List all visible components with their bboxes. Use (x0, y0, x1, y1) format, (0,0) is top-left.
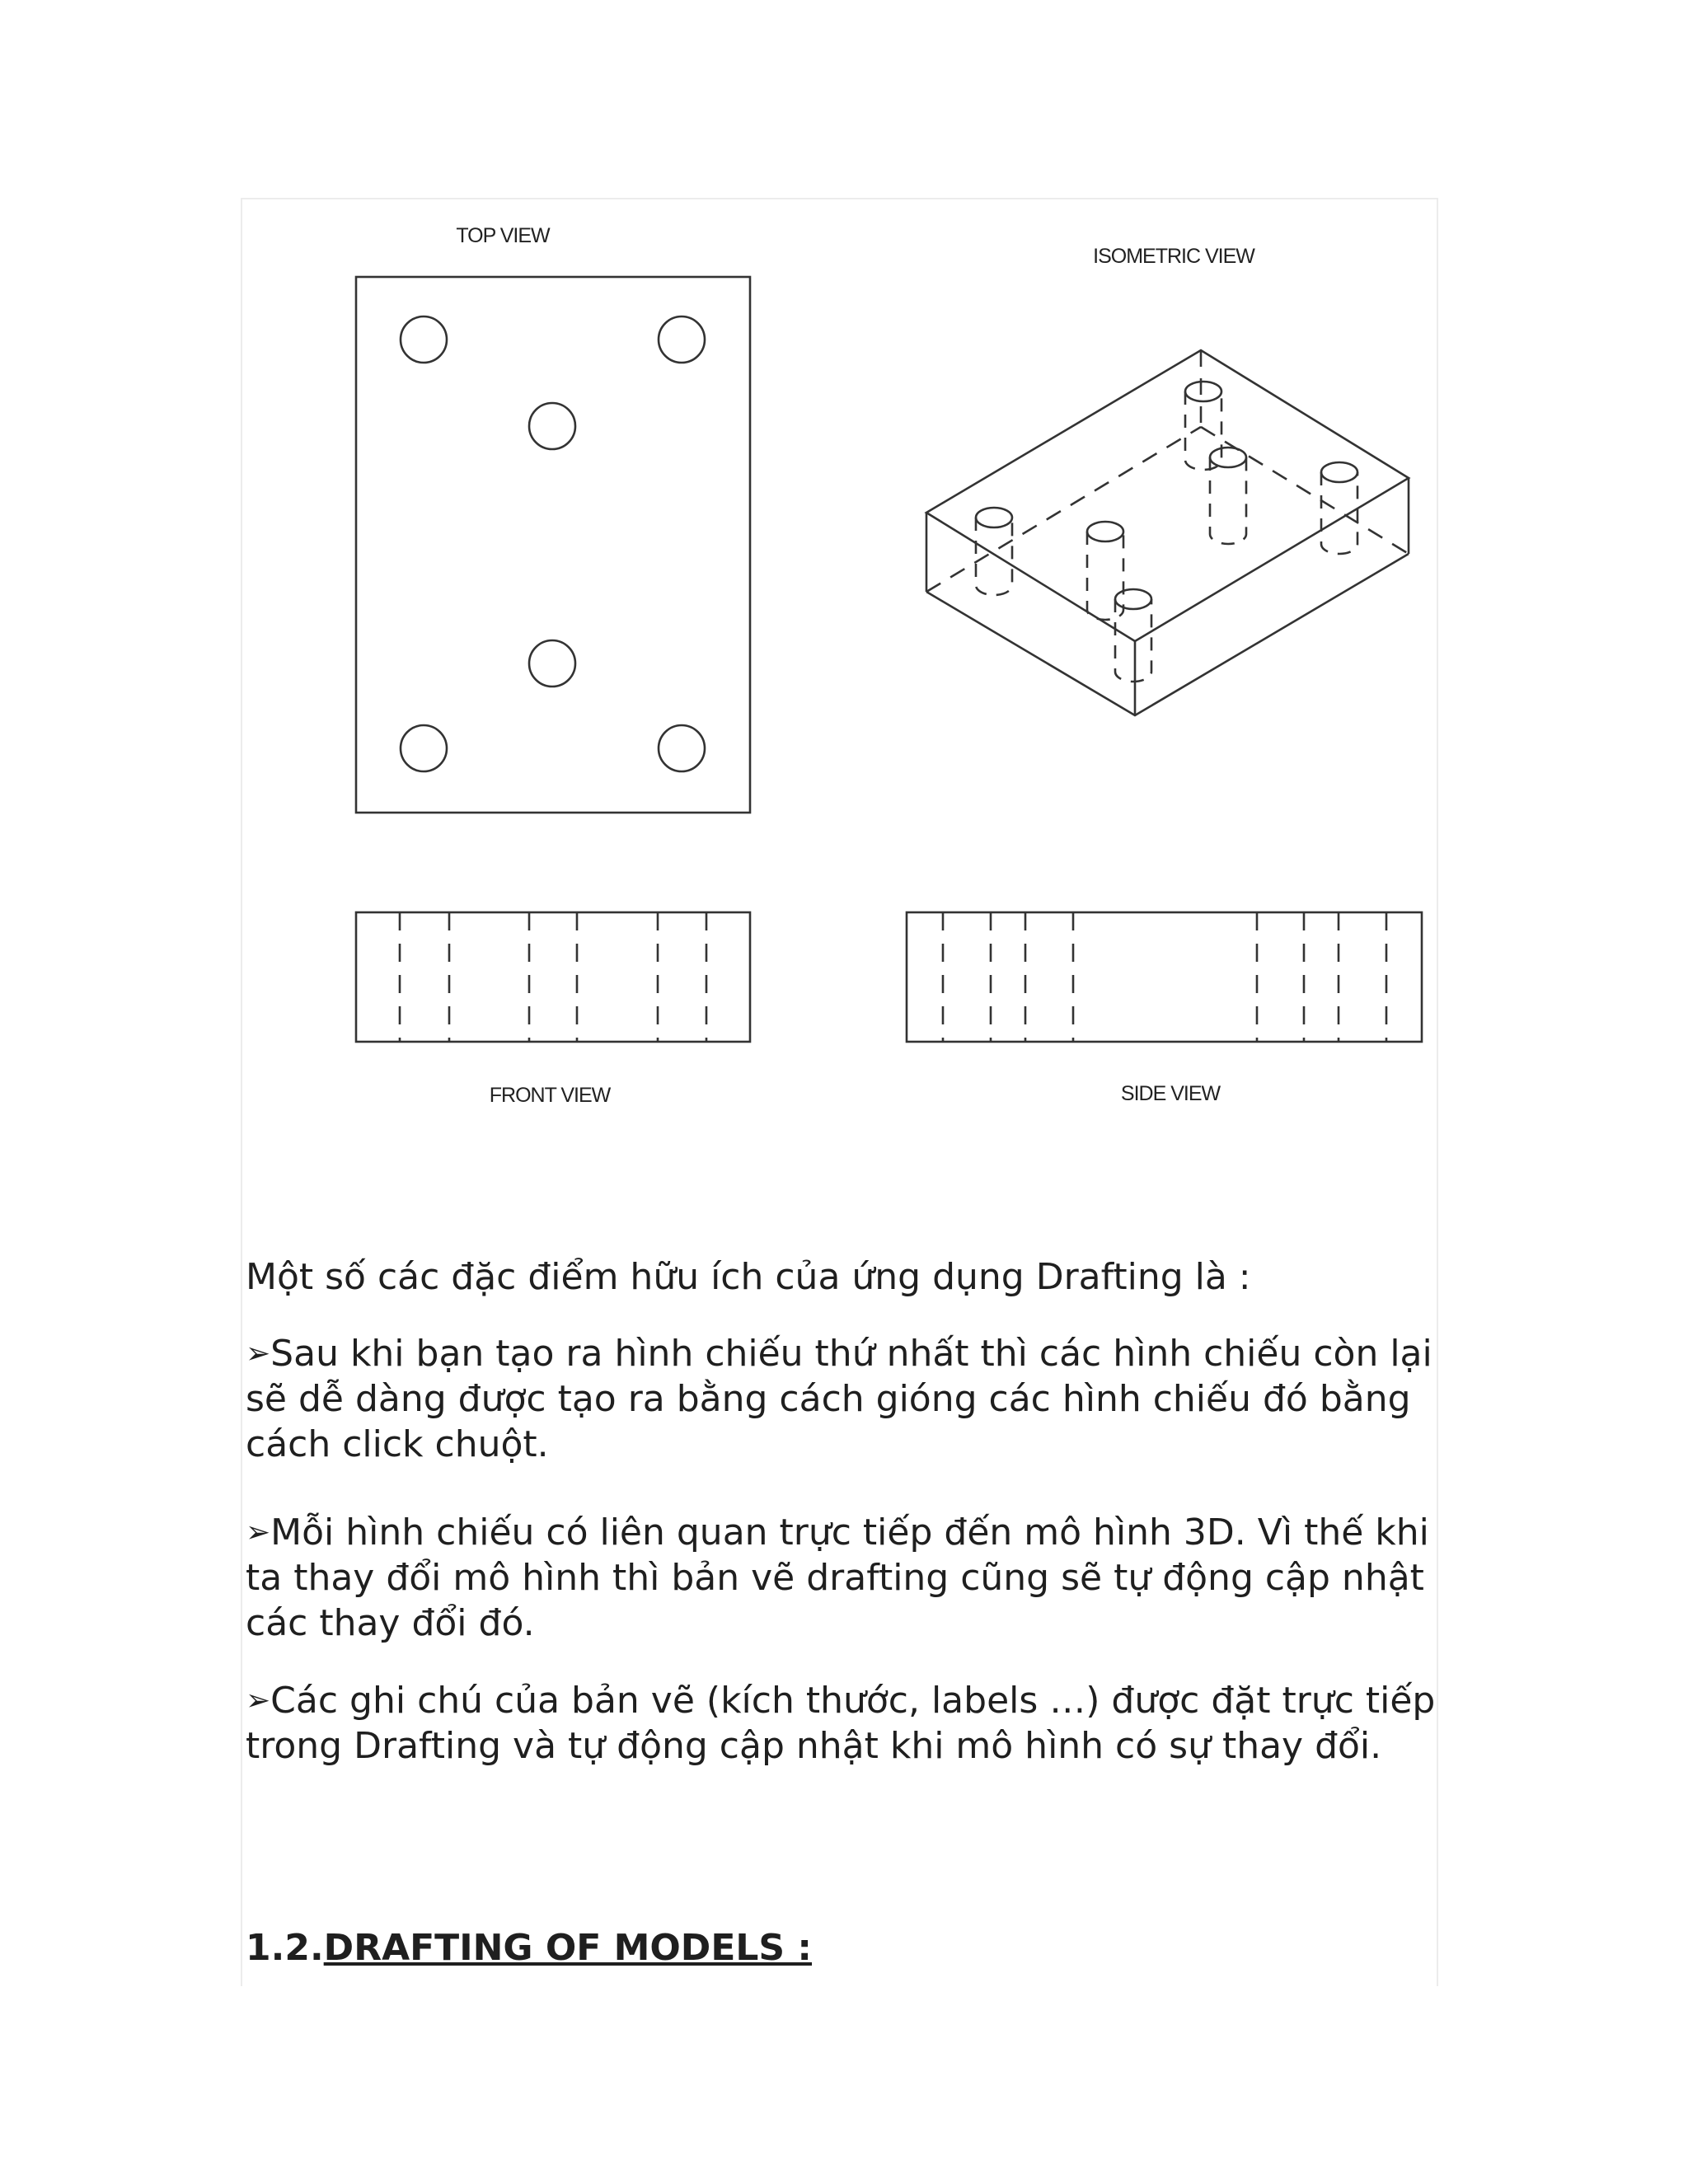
bullet-3-text: Các ghi chú của bản vẽ (kích thước, labels …) được đặt trực tiếp trong Drafting và tự động cập nhật khi mô hình có sự thay đổi. (246, 1680, 1436, 1767)
bullet-3 (246, 1678, 1441, 1769)
section-number: 1.2. (246, 1927, 324, 1969)
bullet-1-text: Sau khi bạn tạo ra hình chiếu thứ nhất thì các hình chiếu còn lại sẽ dễ dàng được tạo ra bằng cách gióng các hình chiếu đó bằng cách click chuột. (246, 1333, 1432, 1465)
isometric-view (926, 245, 1409, 715)
bullet-2-text: Mỗi hình chiếu có liên quan trực tiếp đến mô hình 3D. Vì thế khi ta thay đổi mô hình thì bản vẽ drafting cũng sẽ tự động cập nhật các thay đổi đó. (246, 1511, 1429, 1644)
isometric-view-label: ISOMETRIC VIEW (1093, 245, 1254, 268)
arrow-bullet-icon: ➢ (246, 1684, 271, 1718)
section-heading (246, 1927, 812, 1969)
front-view-label: FRONT VIEW (489, 1084, 611, 1107)
intro-paragraph: Một số các đặc điểm hữu ích của ứng dụng Drafting là : (246, 1256, 1251, 1298)
top-view-label: TOP VIEW (456, 224, 550, 247)
arrow-bullet-icon: ➢ (246, 1337, 271, 1371)
bullet-1 (246, 1331, 1441, 1467)
arrow-bullet-icon: ➢ (246, 1516, 271, 1549)
side-view (907, 912, 1422, 1105)
section-title: DRAFTING OF MODELS : (323, 1927, 813, 1969)
side-view-label: SIDE VIEW (1120, 1082, 1221, 1105)
orthographic-drawing (241, 198, 1438, 1170)
bullet-2 (246, 1510, 1441, 1646)
top-view (356, 224, 750, 813)
front-view (356, 912, 750, 1107)
